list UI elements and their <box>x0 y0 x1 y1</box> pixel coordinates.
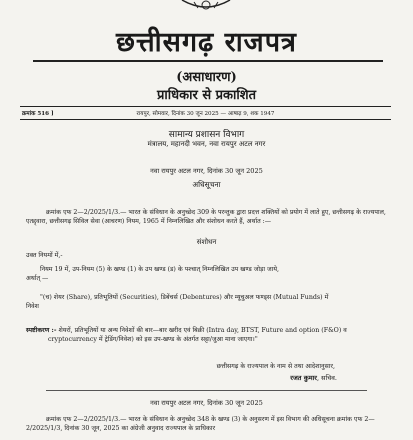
section-divider <box>46 390 367 391</box>
explanation-label: स्पष्टीकरण :- <box>26 327 57 334</box>
investment-text: निवेश <box>26 303 39 310</box>
state-emblem <box>178 0 234 12</box>
signatory-name: रजत कुमार <box>290 374 317 382</box>
order-line: छत्तीसगढ़ के राज्यपाल के नाम से तथा आदेशानुसार, <box>216 363 335 370</box>
gazette-title: छत्तीसगढ़ राजपत्र <box>116 27 297 58</box>
explanation-text: शेयरों, प्रतिभूतियों या अन्य निवेशों की बार—बार खरीद एवं बिक्री (Intra day, BTST, Future and option (F&O) व cryptocurrency में ट्रेडिंग/निवेश) को इस उप-खण्ड के अंतर्गत सट्टा/जुआ माना जाएगा।" <box>48 327 347 343</box>
namely-text: अर्थात् — <box>26 275 49 282</box>
notification-heading: अधिसूचना <box>192 180 221 189</box>
department-name: सामान्य प्रशासन विभाग <box>168 130 245 140</box>
notification-paragraph: क्रमांक एफ 2—2/2025/1/3.— भारत के संविधान के अनुच्छेद 309 के परन्तुक द्वारा प्रदत्त शक्तियों को प्रयोग में लाते हुए, छत्तीसगढ़ के राज्यपाल, एतद्द्वारा, छत्तीसगढ़ सिविल सेवा (आचरण) नियम, 1965 में निम्नलिखित और संशोधन करते हैं, अर्थात :— <box>26 209 386 225</box>
rules-intro: उक्त नियमों में,- <box>26 252 63 259</box>
issue-number: क्रमांक 516 ] <box>22 111 54 117</box>
department-address: मंत्रालय, महानदी भवन, नवा रायपुर अटल नगर <box>147 140 266 148</box>
gazette-type: (असाधारण) <box>176 70 237 85</box>
notice2-paragraph: क्रमांक एफ 2—2/2025/1/3.— भारत के संविधान के अनुच्छेद 348 के खण्ड (3) के अनुसरण में इस विभाग की अधिसूचना क्रमांक एफ 2—2/2025/1/3, दिनांक 30 जून, 2025 का अंग्रेजी अनुवाद राज्यपाल के प्राधिकार <box>26 416 375 432</box>
notice2-place-date: नवा रायपुर अटल नगर, दिनांक 30 जून 2025 <box>150 399 263 407</box>
issue-date: रायपुर, सोमवार, दिनांक 30 जून 2025 — आषाढ़ 9, शक 1947 <box>136 111 275 117</box>
explanation-paragraph <box>26 326 389 344</box>
issue-line <box>20 106 391 120</box>
subclause-text: "(च) शेयर (Share), प्रतिभूतियों (Securities), डिबेंचर्स (Debentures) और म्यूचुअल फण्ड्स (Mutual Funds) में <box>40 294 329 301</box>
title-rule <box>33 60 383 62</box>
gazette-authority: प्राधिकार से प्रकाशित <box>157 88 256 103</box>
signature-block <box>290 373 337 382</box>
signatory-title: , सचिव. <box>316 374 337 382</box>
notice-place-date: नवा रायपुर अटल नगर, दिनांक 30 जून 2025 <box>150 167 263 175</box>
rule-19-amendment: नियम 19 में, उप-नियम (5) के खण्ड (1) के उप खण्ड (ड) के पश्चात् निम्नलिखित उप खण्ड जोड़ा जाये, <box>40 266 280 273</box>
amendment-heading: संशोधन <box>196 238 217 246</box>
